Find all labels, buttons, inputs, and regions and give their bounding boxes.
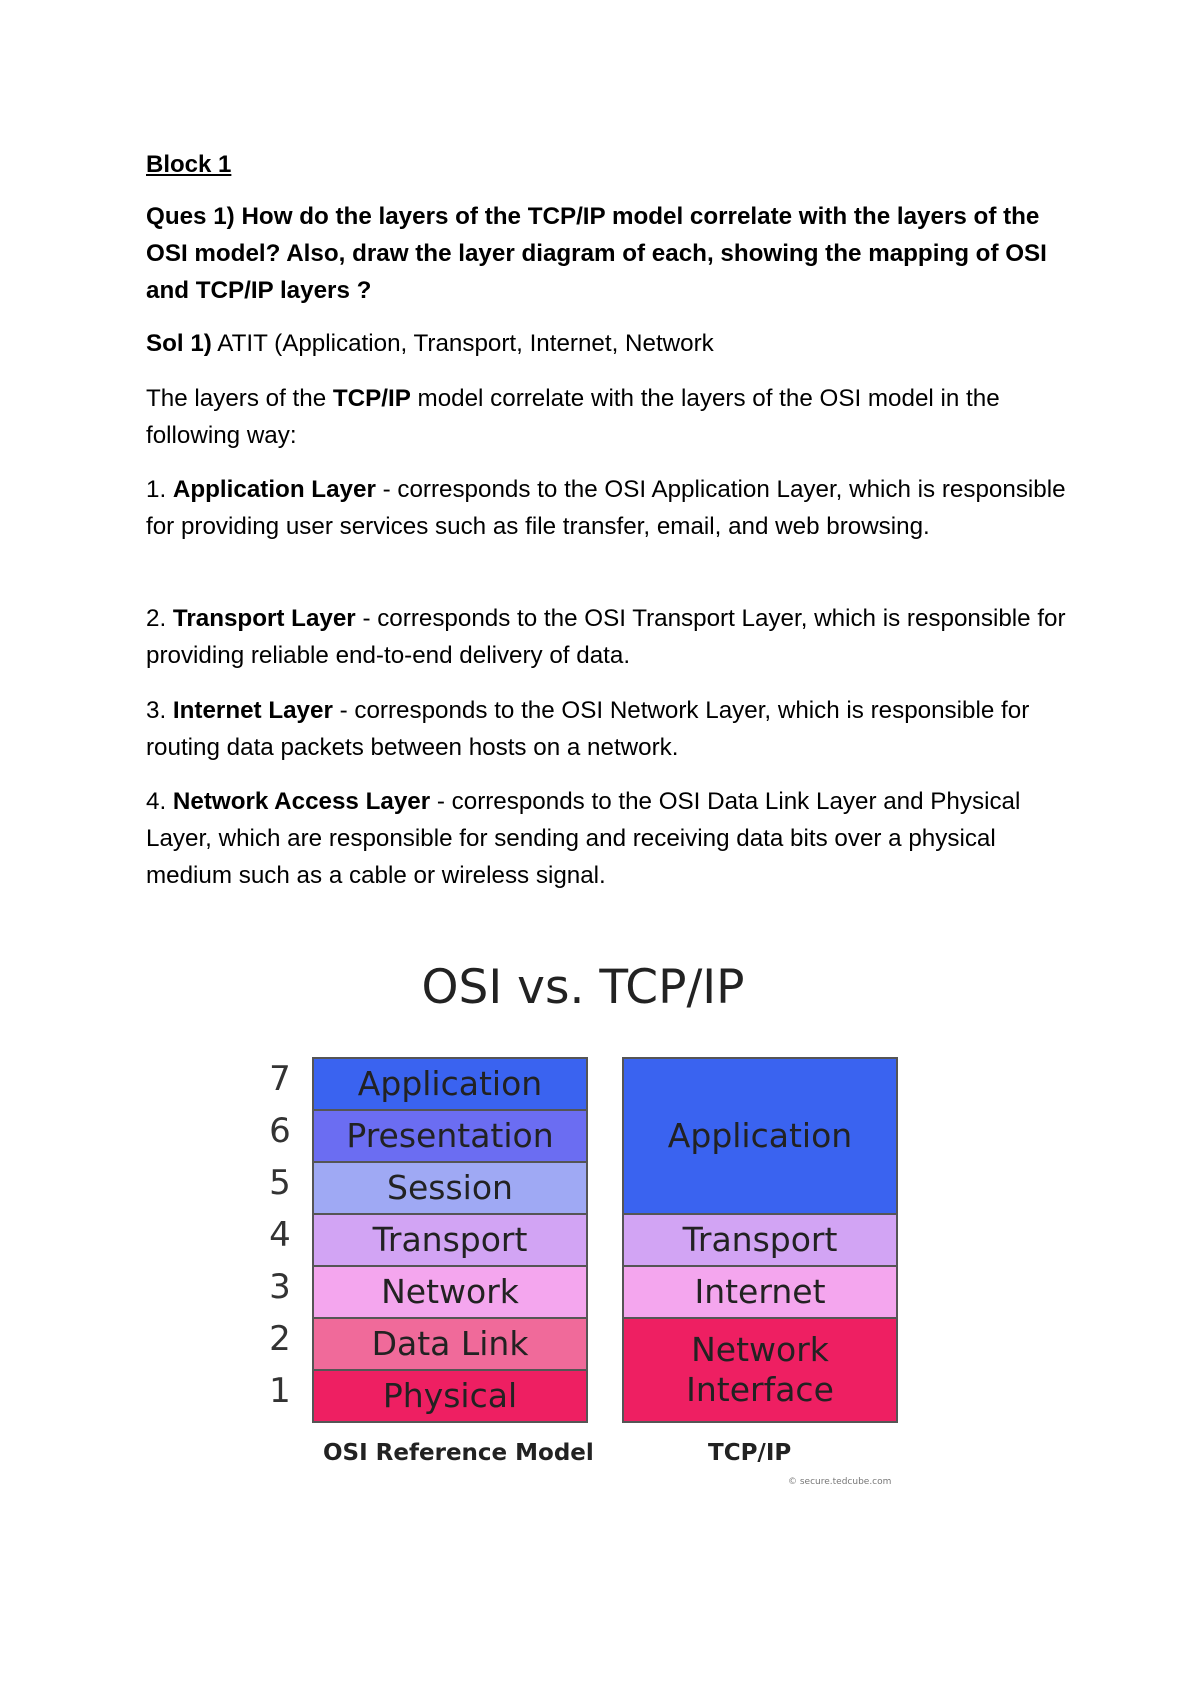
question-paragraph — [146, 198, 1076, 309]
question-label: Ques 1) — [146, 203, 235, 230]
osi-caption: OSI Reference Model — [323, 1440, 594, 1466]
osi-layer-data-link: Data Link — [312, 1317, 588, 1371]
image-credit: © secure.tedcube.com — [788, 1477, 892, 1487]
intro-after: model correlate with the layers of the OSI model in the following way: — [146, 385, 1000, 449]
layer-number: 4 — [269, 1215, 291, 1255]
list-number: 2. — [146, 605, 173, 632]
block-heading: Block 1 — [146, 151, 232, 178]
tcp-caption: TCP/IP — [708, 1440, 792, 1466]
tcp-layer-transport: Transport — [622, 1213, 898, 1267]
diagram-title: OSI vs. TCP/IP — [421, 960, 745, 1015]
osi-layer-physical: Physical — [312, 1369, 588, 1423]
list-item — [146, 783, 1076, 894]
tcp-layer-application: Application — [622, 1057, 898, 1215]
layer-number: 3 — [269, 1267, 291, 1307]
osi-layer-presentation: Presentation — [312, 1109, 588, 1163]
intro-bold: TCP/IP — [332, 385, 411, 412]
list-item — [146, 692, 1076, 766]
list-layer-desc: - corresponds to the OSI Network Layer, which is responsible for routing data packets between hosts on a network. — [146, 697, 1030, 761]
layer-number: 1 — [269, 1371, 291, 1411]
solution-label: Sol 1) — [146, 330, 212, 357]
solution-paragraph — [146, 325, 1076, 362]
list-number: 1. — [146, 476, 173, 503]
layer-number: 7 — [269, 1059, 291, 1099]
osi-layer-session: Session — [312, 1161, 588, 1215]
question-text: How do the layers of the TCP/IP model correlate with the layers of the OSI model? Also, draw the layer diagram of each, showing the mapping of OSI and TCP/IP layers ? — [146, 203, 1047, 304]
list-layer-desc: - corresponds to the OSI Application Layer, which is responsible for providing user services such as file transfer, email, and web browsing. — [146, 476, 1066, 540]
list-item — [146, 600, 1076, 674]
list-number: 3. — [146, 697, 173, 724]
list-item — [146, 471, 1076, 545]
intro-before: The layers of the — [146, 385, 333, 412]
list-layer-name: Internet Layer — [172, 697, 333, 724]
list-number: 4. — [146, 788, 173, 815]
layer-number: 2 — [269, 1319, 291, 1359]
list-layer-name: Network Access Layer — [172, 788, 431, 815]
list-layer-desc: - corresponds to the OSI Data Link Layer and Physical Layer, which are responsible for sending and receiving data bits over a physical medium such as a cable or wireless signal. — [146, 788, 1021, 889]
intro-paragraph — [146, 380, 1076, 454]
layer-number: 5 — [269, 1163, 291, 1203]
osi-tcp-diagram — [148, 912, 1018, 1492]
layer-number: 6 — [269, 1111, 291, 1151]
list-layer-name: Application Layer — [172, 476, 376, 503]
list-layer-name: Transport Layer — [172, 605, 356, 632]
osi-layer-network: Network — [312, 1265, 588, 1319]
list-layer-desc: - corresponds to the OSI Transport Layer, which is responsible for providing reliable end-to-end delivery of data. — [146, 605, 1066, 669]
tcp-layer-network-interface: Network Interface — [622, 1317, 898, 1423]
solution-text: ATIT (Application, Transport, Internet, Network — [211, 330, 714, 357]
osi-layer-transport: Transport — [312, 1213, 588, 1267]
tcp-layer-internet: Internet — [622, 1265, 898, 1319]
osi-layer-application: Application — [312, 1057, 588, 1111]
